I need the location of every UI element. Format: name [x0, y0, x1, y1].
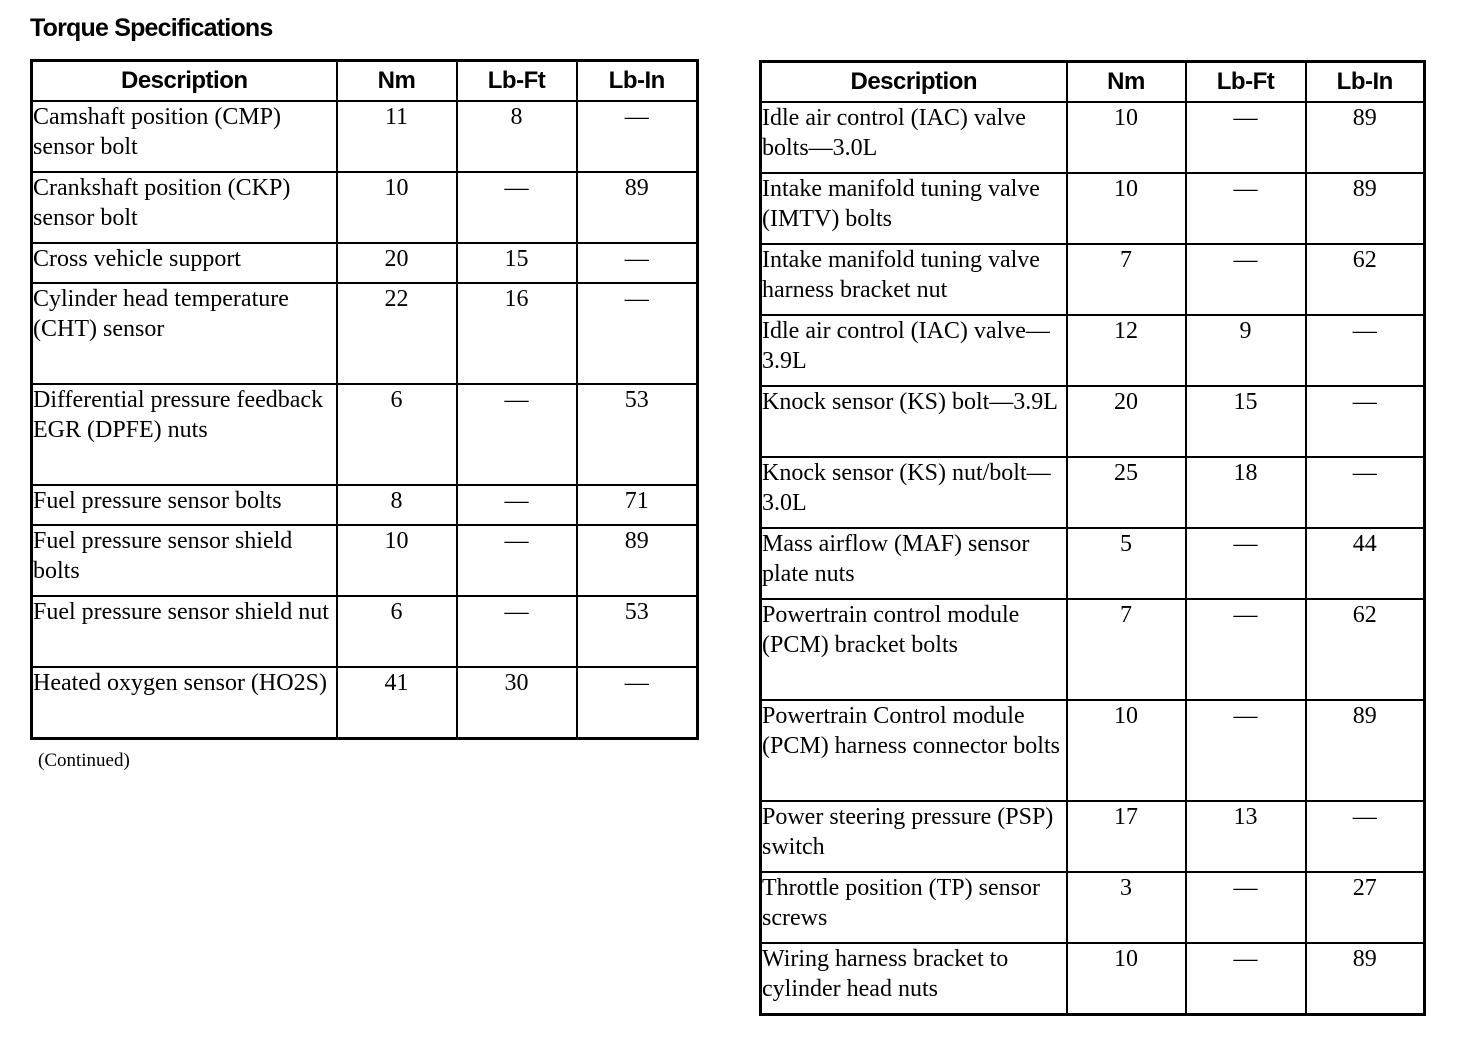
- table-row: [761, 102, 1425, 173]
- table-row: [32, 525, 698, 596]
- table-row: [32, 485, 698, 525]
- cell-nm: 7: [1067, 244, 1186, 315]
- cell-lbin: 53: [577, 596, 698, 667]
- cell-lbin: —: [577, 667, 698, 738]
- cell-lbft: 16: [457, 283, 577, 384]
- table-body-left: [32, 101, 698, 738]
- header-description: Description: [761, 62, 1067, 103]
- cell-nm: 6: [337, 384, 457, 485]
- cell-lbft: 18: [1186, 457, 1306, 528]
- cell-lbin: —: [577, 283, 698, 384]
- cell-lbin: 27: [1306, 872, 1425, 943]
- cell-nm: 11: [337, 101, 457, 172]
- cell-description: Idle air control (IAC) valve bolts—3.0L: [761, 102, 1067, 173]
- continued-note: (Continued): [38, 750, 130, 771]
- cell-description: Idle air control (IAC) valve—3.9L: [761, 315, 1067, 386]
- table-row: [761, 173, 1425, 244]
- table-row: [761, 599, 1425, 700]
- table-row: [32, 596, 698, 667]
- cell-lbin: —: [577, 243, 698, 283]
- cell-lbin: 62: [1306, 244, 1425, 315]
- cell-lbft: —: [1186, 173, 1306, 244]
- cell-lbft: 8: [457, 101, 577, 172]
- cell-nm: 10: [1067, 943, 1186, 1014]
- header-nm: Nm: [1067, 62, 1186, 103]
- cell-lbft: —: [1186, 872, 1306, 943]
- table-body-right: [761, 102, 1425, 1014]
- cell-lbft: —: [457, 596, 577, 667]
- cell-nm: 17: [1067, 801, 1186, 872]
- cell-nm: 20: [337, 243, 457, 283]
- cell-lbft: —: [1186, 528, 1306, 599]
- cell-nm: 10: [337, 525, 457, 596]
- header-nm: Nm: [337, 61, 457, 102]
- cell-description: Intake manifold tuning valve (IMTV) bolts: [761, 173, 1067, 244]
- cell-lbft: —: [1186, 943, 1306, 1014]
- cell-lbin: —: [1306, 801, 1425, 872]
- cell-description: Mass airflow (MAF) sensor plate nuts: [761, 528, 1067, 599]
- cell-nm: 41: [337, 667, 457, 738]
- cell-description: Fuel pressure sensor shield nut: [32, 596, 337, 667]
- table-row: [761, 943, 1425, 1014]
- cell-lbft: —: [1186, 700, 1306, 801]
- cell-description: Differential pressure feedback EGR (DPFE) nuts: [32, 384, 337, 485]
- torque-table-right: [759, 60, 1426, 1016]
- header-lbin: Lb-In: [1306, 62, 1425, 103]
- cell-lbin: 53: [577, 384, 698, 485]
- cell-nm: 10: [337, 172, 457, 243]
- cell-nm: 8: [337, 485, 457, 525]
- table-row: [761, 386, 1425, 457]
- cell-description: Power steering pressure (PSP) switch: [761, 801, 1067, 872]
- cell-nm: 10: [1067, 173, 1186, 244]
- cell-description: Wiring harness bracket to cylinder head nuts: [761, 943, 1067, 1014]
- cell-lbft: 9: [1186, 315, 1306, 386]
- header-lbft: Lb-Ft: [1186, 62, 1306, 103]
- table-row: [761, 872, 1425, 943]
- cell-lbft: —: [1186, 102, 1306, 173]
- cell-nm: 25: [1067, 457, 1186, 528]
- cell-lbft: 15: [1186, 386, 1306, 457]
- table-row: [32, 283, 698, 384]
- cell-description: Camshaft position (CMP) sensor bolt: [32, 101, 337, 172]
- cell-lbft: —: [457, 172, 577, 243]
- cell-lbft: —: [457, 485, 577, 525]
- cell-lbft: —: [457, 384, 577, 485]
- cell-lbin: 89: [1306, 943, 1425, 1014]
- cell-nm: 6: [337, 596, 457, 667]
- cell-description: Cylinder head temperature (CHT) sensor: [32, 283, 337, 384]
- cell-nm: 10: [1067, 700, 1186, 801]
- cell-lbin: 71: [577, 485, 698, 525]
- cell-lbin: —: [577, 101, 698, 172]
- header-lbin: Lb-In: [577, 61, 698, 102]
- table-row: [32, 243, 698, 283]
- cell-description: Fuel pressure sensor bolts: [32, 485, 337, 525]
- header-description: Description: [32, 61, 337, 102]
- table-row: [761, 457, 1425, 528]
- cell-description: Fuel pressure sensor shield bolts: [32, 525, 337, 596]
- cell-description: Crankshaft position (CKP) sensor bolt: [32, 172, 337, 243]
- page-title: Torque Specifications: [30, 14, 273, 42]
- table-row: [761, 801, 1425, 872]
- cell-description: Throttle position (TP) sensor screws: [761, 872, 1067, 943]
- table-header-row: [761, 62, 1425, 103]
- cell-nm: 5: [1067, 528, 1186, 599]
- table-row: [761, 528, 1425, 599]
- cell-lbin: —: [1306, 315, 1425, 386]
- cell-lbin: 62: [1306, 599, 1425, 700]
- table-row: [32, 101, 698, 172]
- cell-lbin: 89: [577, 172, 698, 243]
- table-row: [761, 700, 1425, 801]
- cell-nm: 20: [1067, 386, 1186, 457]
- cell-lbft: 13: [1186, 801, 1306, 872]
- cell-description: Knock sensor (KS) nut/bolt—3.0L: [761, 457, 1067, 528]
- table-row: [32, 384, 698, 485]
- cell-lbft: —: [457, 525, 577, 596]
- cell-description: Cross vehicle support: [32, 243, 337, 283]
- cell-lbin: 44: [1306, 528, 1425, 599]
- cell-lbin: 89: [577, 525, 698, 596]
- cell-lbft: —: [1186, 244, 1306, 315]
- table-header-row: [32, 61, 698, 102]
- cell-lbin: —: [1306, 457, 1425, 528]
- cell-nm: 10: [1067, 102, 1186, 173]
- cell-nm: 12: [1067, 315, 1186, 386]
- cell-description: Knock sensor (KS) bolt—3.9L: [761, 386, 1067, 457]
- cell-nm: 22: [337, 283, 457, 384]
- cell-description: Intake manifold tuning valve harness bracket nut: [761, 244, 1067, 315]
- cell-nm: 3: [1067, 872, 1186, 943]
- cell-lbin: 89: [1306, 700, 1425, 801]
- cell-lbft: 30: [457, 667, 577, 738]
- cell-description: Powertrain control module (PCM) bracket bolts: [761, 599, 1067, 700]
- cell-lbft: —: [1186, 599, 1306, 700]
- table-row: [761, 315, 1425, 386]
- table-row: [32, 172, 698, 243]
- torque-table-left: [30, 59, 699, 740]
- cell-description: Heated oxygen sensor (HO2S): [32, 667, 337, 738]
- cell-lbin: —: [1306, 386, 1425, 457]
- cell-lbin: 89: [1306, 102, 1425, 173]
- table-row: [32, 667, 698, 738]
- cell-nm: 7: [1067, 599, 1186, 700]
- cell-lbin: 89: [1306, 173, 1425, 244]
- cell-lbft: 15: [457, 243, 577, 283]
- header-lbft: Lb-Ft: [457, 61, 577, 102]
- table-row: [761, 244, 1425, 315]
- cell-description: Powertrain Control module (PCM) harness connector bolts: [761, 700, 1067, 801]
